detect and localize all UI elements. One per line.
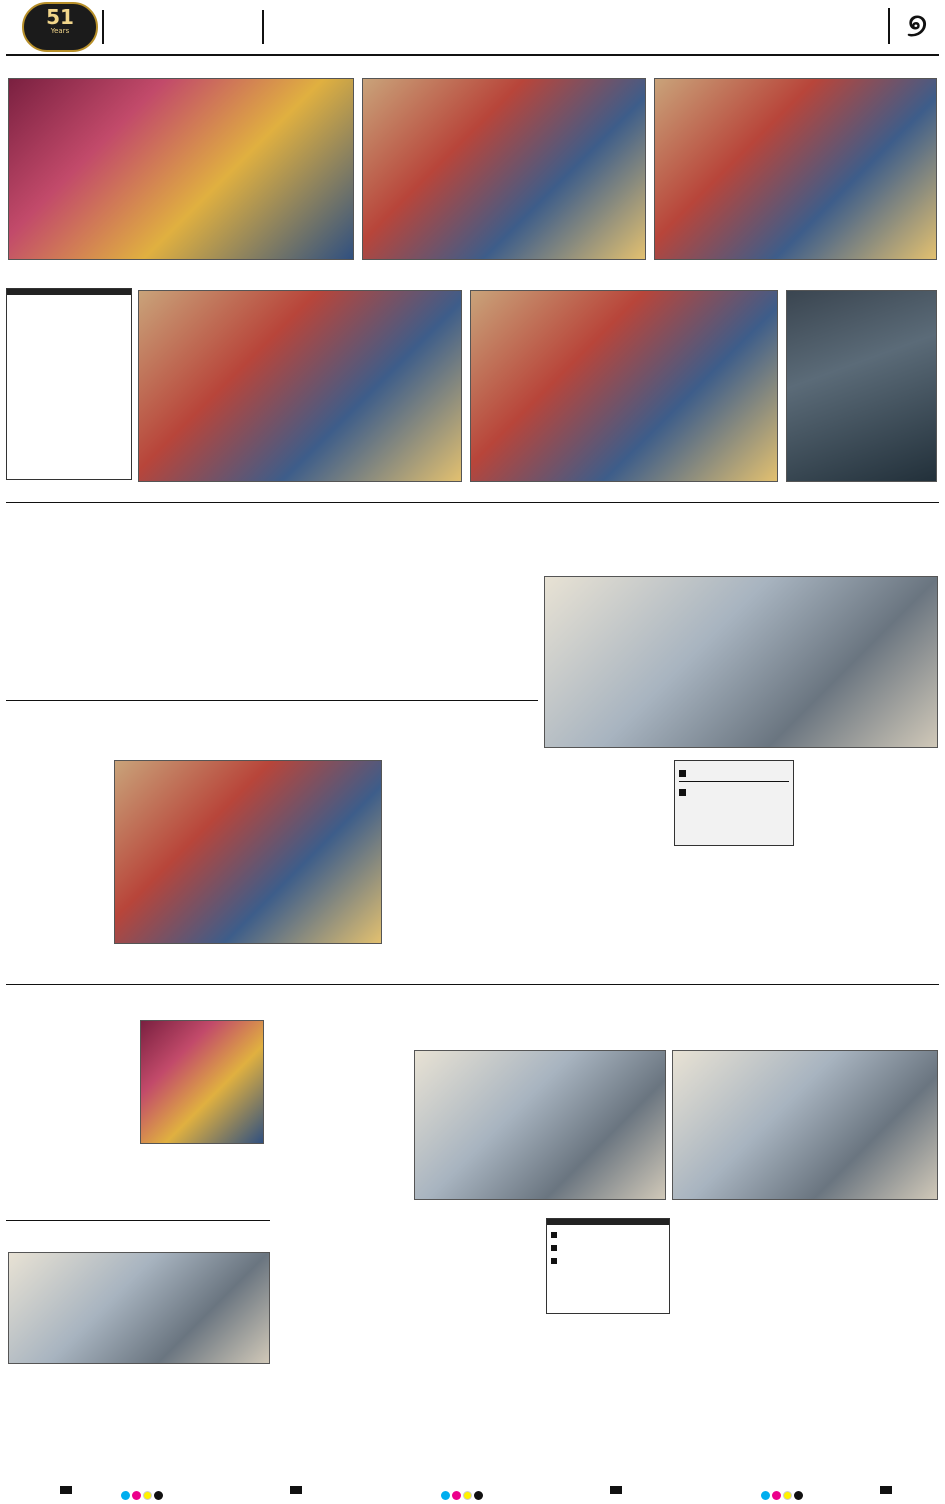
cyan-dot	[441, 1491, 450, 1500]
section-rule	[6, 502, 939, 503]
story3-column	[386, 764, 536, 982]
story5-column	[140, 1384, 270, 1474]
story3-column	[250, 958, 382, 982]
registration-bar	[880, 1486, 892, 1494]
badge-sub: Years	[50, 27, 70, 35]
magenta-dot	[772, 1491, 781, 1500]
story6-column	[674, 1218, 802, 1474]
section-rule	[6, 700, 538, 701]
photo-crowd-scene	[654, 78, 937, 260]
photo-meeting-2	[672, 1050, 938, 1200]
highlight-item	[675, 761, 793, 779]
program-place-body	[7, 301, 131, 367]
story2-column	[800, 764, 938, 978]
story6-column	[806, 1218, 938, 1474]
bullet-square-icon	[679, 789, 686, 796]
story3-column	[8, 778, 110, 978]
photo-night-river	[786, 290, 937, 482]
anniversary-badge	[22, 2, 98, 52]
magenta-dot	[452, 1491, 461, 1500]
highlight-item	[547, 1239, 669, 1252]
story1-column	[8, 596, 138, 696]
highlight-item	[675, 784, 793, 798]
story3-column	[114, 958, 246, 982]
story1-column	[410, 582, 538, 696]
highlight-item	[547, 1252, 669, 1265]
story1-column	[142, 582, 272, 696]
photo-ritual	[470, 290, 778, 482]
highlight-item	[547, 1225, 669, 1239]
story6-column	[414, 1218, 542, 1474]
program-place-body	[7, 367, 131, 395]
registration-bar	[610, 1486, 622, 1494]
magenta-dot	[132, 1491, 141, 1500]
photo-stage-performance	[8, 78, 354, 260]
story6-column	[414, 1474, 415, 1475]
dateline-divider	[262, 10, 264, 44]
black-dot	[474, 1491, 483, 1500]
masthead-bottom-rule	[6, 54, 939, 56]
story2-column	[544, 758, 668, 978]
program-box-title	[7, 289, 131, 295]
photo-forest-procession	[114, 760, 382, 944]
photo-krishna-yashoda	[138, 290, 462, 482]
registration-dots	[120, 1485, 164, 1504]
section-rule	[6, 984, 939, 985]
story5-column	[8, 1396, 136, 1474]
program-box	[6, 288, 132, 480]
photo-enforcement-committee	[544, 576, 938, 748]
section-rule	[6, 1220, 270, 1221]
masthead	[0, 0, 945, 62]
story4-column	[140, 1148, 264, 1218]
cyan-dot	[761, 1491, 770, 1500]
story2-column	[674, 848, 794, 978]
page-number: ୭	[907, 6, 927, 44]
photo-training-camp	[8, 1252, 270, 1364]
black-dot	[794, 1491, 803, 1500]
yellow-dot	[783, 1491, 792, 1500]
registration-strip	[0, 1482, 945, 1498]
bullet-square-icon	[679, 770, 686, 777]
photo-kansa-actor	[140, 1020, 264, 1144]
story1-column	[276, 582, 406, 696]
black-dot	[154, 1491, 163, 1500]
yellow-dot	[143, 1491, 152, 1500]
registration-dots	[440, 1485, 484, 1504]
yellow-dot	[463, 1491, 472, 1500]
section-divider	[888, 8, 890, 44]
photo-procession	[362, 78, 646, 260]
registration-bar	[60, 1486, 72, 1494]
masthead-divider	[102, 10, 104, 44]
registration-dots	[760, 1485, 804, 1504]
badge-number: 51	[46, 5, 74, 29]
story6-column	[546, 1318, 670, 1474]
highlights-box	[674, 760, 794, 846]
registration-bar	[290, 1486, 302, 1494]
bullet-square-icon	[551, 1258, 557, 1264]
bullet-square-icon	[551, 1245, 557, 1251]
cyan-dot	[121, 1491, 130, 1500]
photo-meeting-1	[414, 1050, 666, 1200]
bullet-square-icon	[551, 1232, 557, 1238]
story4-column	[8, 1032, 136, 1218]
highlights-box	[546, 1218, 670, 1314]
story6-column	[276, 1060, 410, 1474]
highlight-divider	[679, 781, 789, 782]
